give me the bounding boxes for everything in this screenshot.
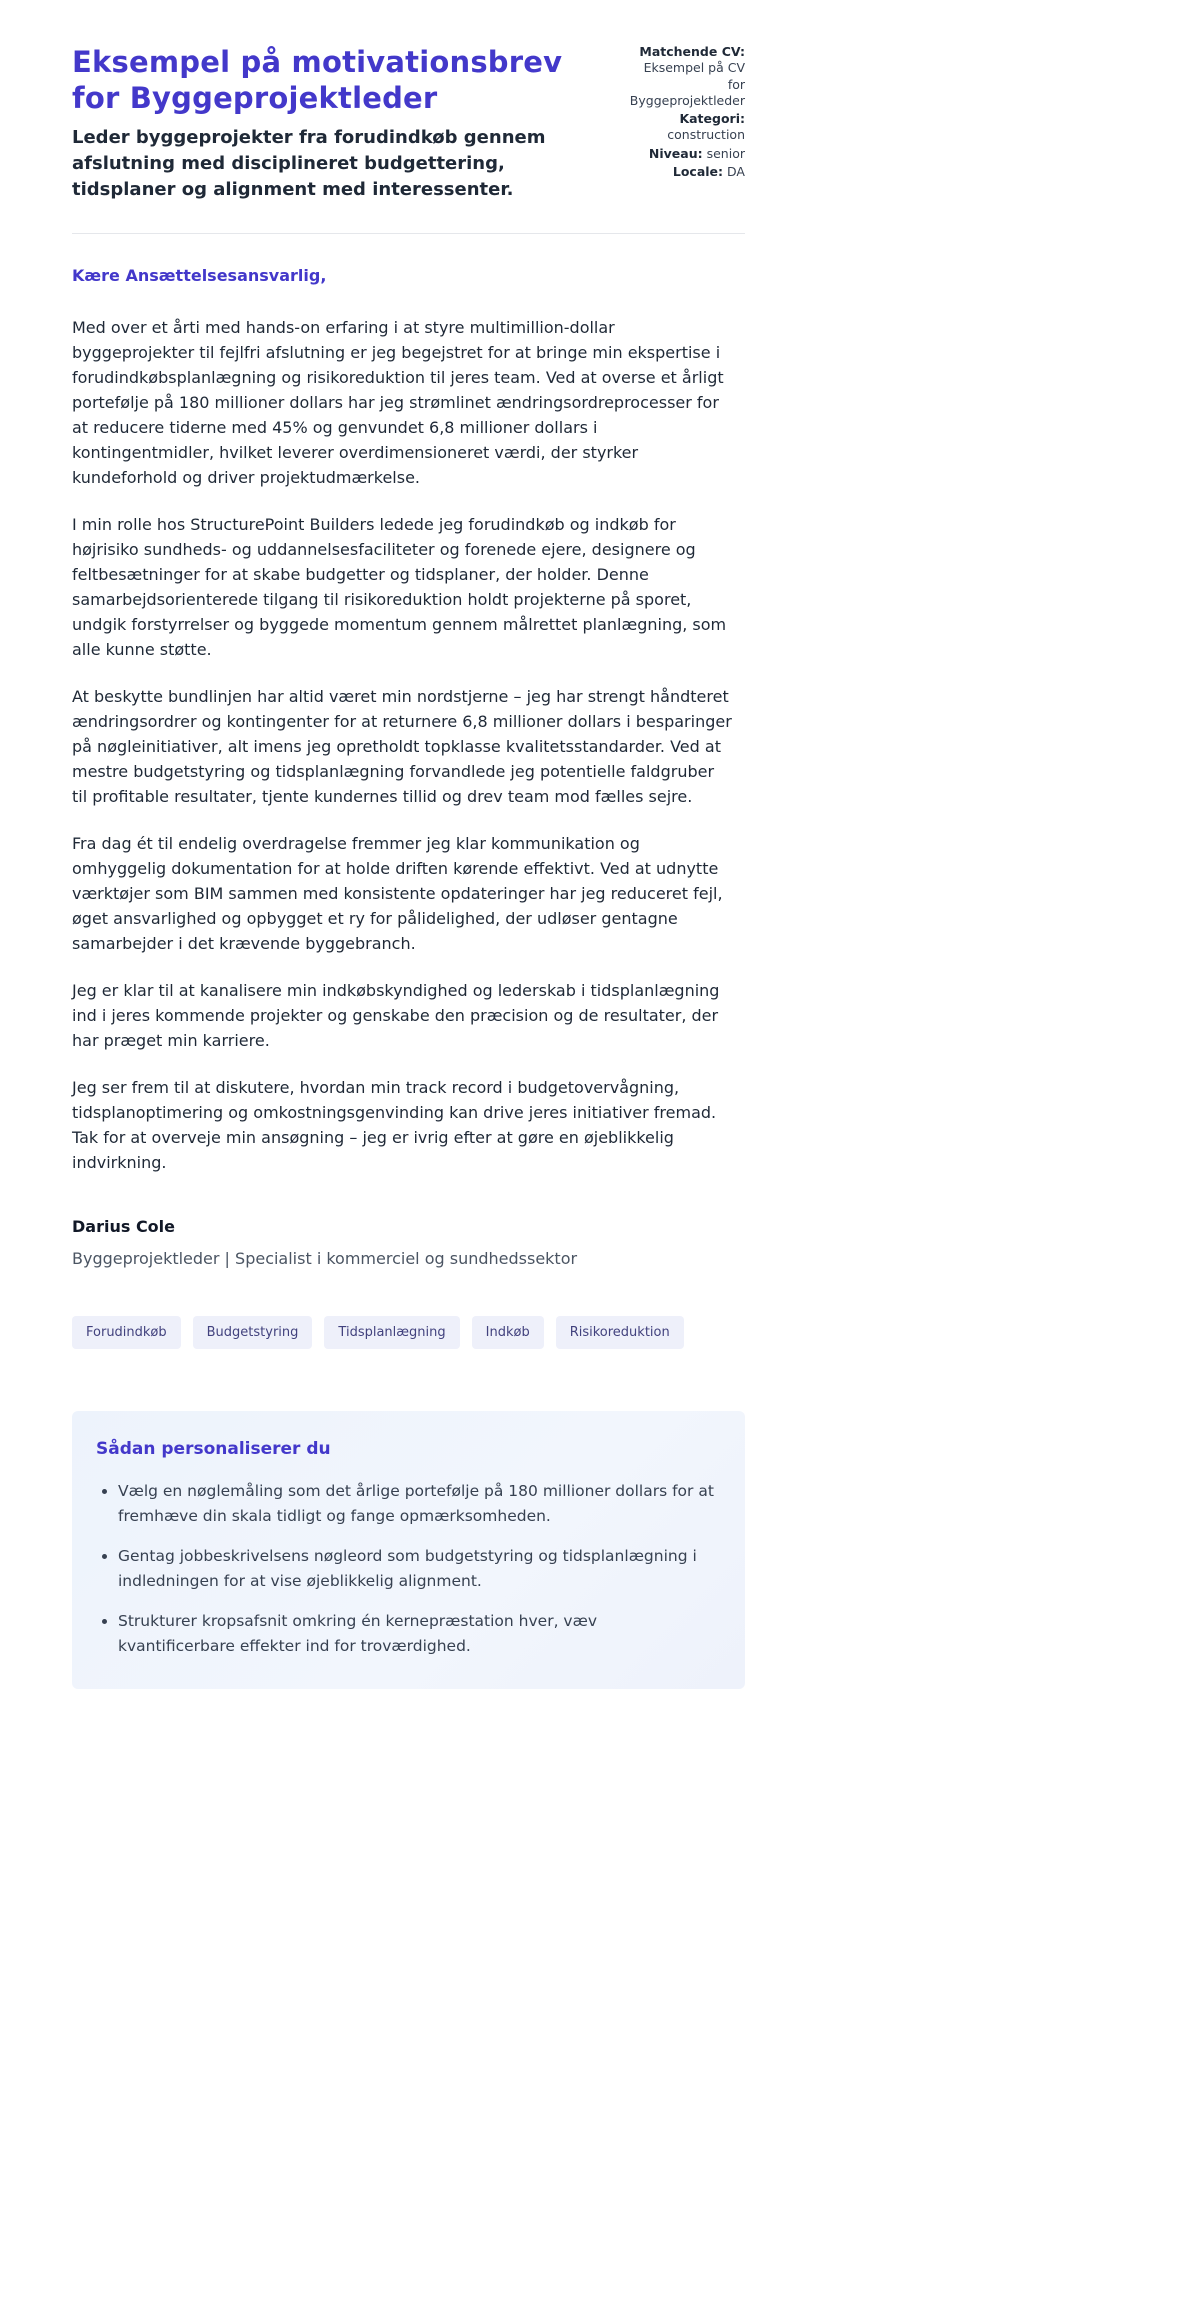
- meta-level-label: Niveau:: [648, 145, 703, 161]
- meta-category-label: Kategori:: [679, 111, 745, 126]
- signature-title: Byggeprojektleder | Specialist i kommerciel og sundhedssektor: [72, 1248, 578, 1268]
- header-divider: [72, 233, 745, 234]
- tag-chip: Indkøb: [472, 1316, 544, 1349]
- letter-paragraph: Jeg ser frem til at diskutere, hvordan min track record i budgetovervågning, tidsplanoptimering og omkostningsgenvinding kan drive jeres initiativer fremad. Tak for at overveje min ansøgning – jeg er ivrig efter at gøre en øjeblikkelig indvirkning.: [72, 1077, 717, 1172]
- meta-matching-cv: [623, 44, 745, 109]
- tips-panel: [72, 1411, 745, 1690]
- letter-body: [72, 266, 745, 1268]
- meta-level: [623, 146, 745, 162]
- meta-locale-label: Locale:: [672, 163, 724, 179]
- letter-paragraph: Fra dag ét til endelig overdragelse fremmer jeg klar kommunikation og omhyggelig dokumentation for at holde driften kørende effektivt. Ved at udnytte værktøjer som BIM sammen med konsistente opdateringer har jeg reduceret fejl, øget ansvarlighed og opbygget et ry for pålidelighed, der udløser gentagne samarbejder i det krævende byggebranch.: [72, 833, 723, 953]
- meta-level-value: senior: [706, 145, 745, 161]
- letter-paragraph: At beskytte bundlinjen har altid været min nordstjerne – jeg har strengt håndteret ændringsordrer og kontingenter for at returnere 6,8 millioner dollars i besparinger på nøgleinitiativer, alt imens jeg opretholdt topklasse kvalitetsstandarder. Ved at mestre budgetstyring og tidsplanlægning forvandlede jeg potentielle faldgruber til profitable resultater, tjente kundernes tillid og drev team mod fælles sejre.: [72, 686, 732, 806]
- meta-locale-value: DA: [727, 163, 745, 179]
- tips-list: [96, 1479, 719, 1660]
- header: [72, 44, 745, 203]
- header-text-block: [72, 44, 587, 203]
- letter-greeting: Kære Ansættelsesansvarlig,: [72, 265, 327, 285]
- meta-matching-cv-label: Matchende CV:: [639, 44, 745, 59]
- meta-block: [623, 44, 745, 182]
- tag-chip: Budgetstyring: [193, 1316, 313, 1349]
- tag-chip: Risikoreduktion: [556, 1316, 684, 1349]
- tag-chip: Forudindkøb: [72, 1316, 181, 1349]
- signature-name: Darius Cole: [72, 1216, 176, 1236]
- meta-matching-cv-value: Eksempel på CV for Byggeprojektleder: [629, 60, 745, 108]
- page: [72, 0, 745, 1689]
- tip-item: • Gentag jobbeskrivelsens nøgleord som budgetstyring og tidsplanlægning i indledningen for at vise øjeblikkelig alignment.: [118, 1544, 718, 1594]
- page-title: Eksempel på motivationsbrev for Byggeprojektleder: [72, 45, 563, 116]
- letter-paragraph: Med over et årti med hands-on erfaring i at styre multimillion-dollar byggeprojekter til fejlfri afslutning er jeg begejstret for at bringe min ekspertise i forudindkøbsplanlægning og risikoreduktion til jeres team. Ved at overse et årligt portefølje på 180 millioner dollars har jeg strømlinet ændringsordreprocesser for at reducere tiderne med 45% og genvundet 6,8 millioner dollars i kontingentmidler, hvilket leverer overdimensioneret værdi, der styrker kundeforhold og driver projektudmærkelse.: [72, 317, 724, 487]
- letter-paragraph: I min rolle hos StructurePoint Builders ledede jeg forudindkøb og indkøb for højrisiko sundheds- og uddannelsesfaciliteter og forenede ejere, designere og feltbesætninger for at skabe budgetter og tidsplaner, der holder. Denne samarbejdsorienterede tilgang til risikoreduktion holdt projekterne på sporet, undgik forstyrrelser og byggede momentum gennem målrettet planlægning, som alle kunne støtte.: [72, 514, 727, 659]
- tag-chip: Tidsplanlægning: [324, 1316, 459, 1349]
- tag-list: [72, 1316, 745, 1349]
- meta-category: [623, 111, 745, 144]
- meta-locale: [623, 164, 745, 180]
- meta-category-value: construction: [667, 127, 745, 143]
- tips-heading: Sådan personaliserer du: [96, 1438, 331, 1459]
- letter-paragraph: Jeg er klar til at kanalisere min indkøbskyndighed og lederskab i tidsplanlægning ind i jeres kommende projekter og genskabe den præcision og de resultater, der har præget min karriere.: [72, 980, 720, 1050]
- tip-item: • Vælg en nøglemåling som det årlige portefølje på 180 millioner dollars for at fremhæve din skala tidligt og fange opmærksomheden.: [118, 1479, 718, 1529]
- page-subtitle: Leder byggeprojekter fra forudindkøb gennem afslutning med disciplineret budgettering, tidsplaner og alignment med interessenter.: [72, 126, 546, 200]
- signature-block: [72, 1217, 745, 1268]
- tip-item: • Strukturer kropsafsnit omkring én kernepræstation hver, væv kvantificerbare effekter ind for troværdighed.: [118, 1609, 718, 1659]
